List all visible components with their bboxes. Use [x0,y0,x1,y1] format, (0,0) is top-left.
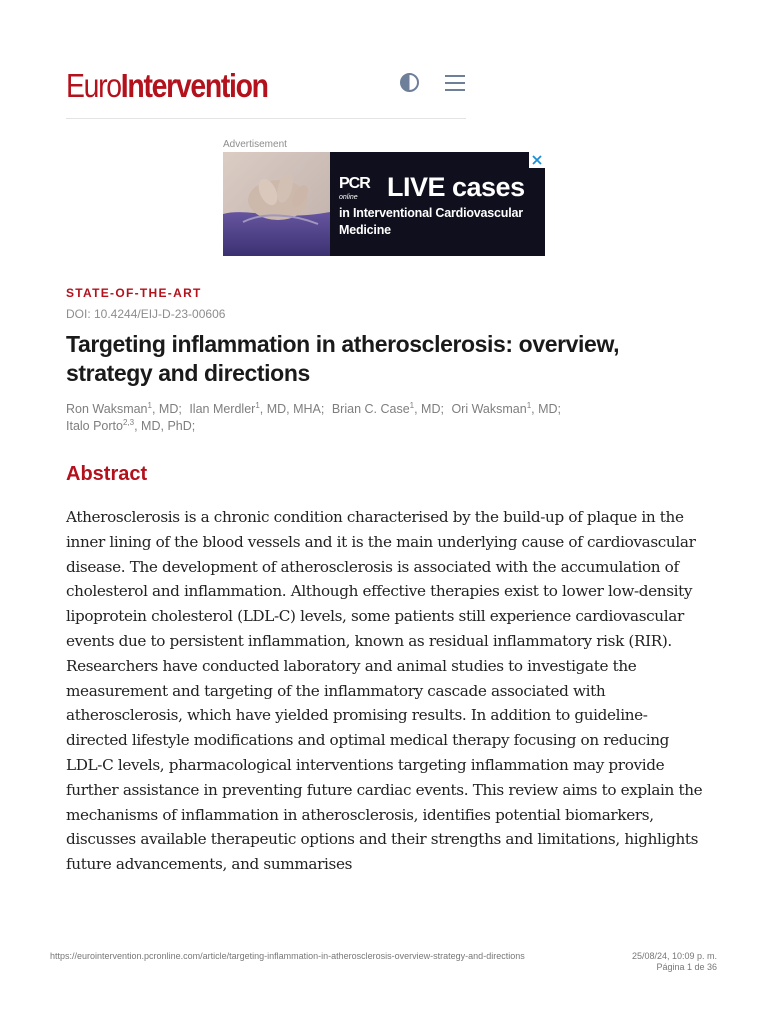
ad-brand-online: online [339,194,358,201]
author-name[interactable] [66,402,182,416]
author-affiliation-sup: 1 [147,400,152,410]
author-degrees: , MD; [531,402,562,416]
author-name-text: Italo Porto [66,419,123,433]
author-name-text: Ilan Merdler [189,402,256,416]
author-name-text: Brian C. Case [331,402,410,416]
author-affiliation-sup: 1 [526,400,532,410]
ad-brand-pcr: PCR [339,175,370,192]
article-doi: DOI: 10.4244/EIJ-D-23-00606 [66,307,226,321]
author-affiliation-sup: 1 [409,400,415,410]
header-icons [399,72,466,98]
author-affiliation-sup: 2,3 [122,417,135,427]
logo-part-euro: Euro [66,67,121,104]
logo-part-intervention: Intervention [120,67,268,104]
ad-photo-gloved-hands [223,152,330,256]
print-footer-page: Página 1 de 36 [656,962,717,972]
advertisement-label: Advertisement [223,139,287,150]
contrast-icon[interactable] [399,72,420,98]
advertisement-banner[interactable] [223,152,545,256]
close-icon[interactable] [529,152,545,168]
author-list [66,401,626,435]
author-degrees: , MD, MHA; [259,402,325,416]
article-title: Targeting inflammation in atherosclerosis: overview, strategy and directions [66,331,620,386]
hamburger-menu-icon[interactable] [444,73,466,98]
ad-subline: in Interventional Cardiovascular Medicine [339,206,523,237]
abstract-text: Atherosclerosis is a chronic condition characterised by the build-up of plaque in the inner lining of the blood vessels and it is the main underlying cause of cardiovascular disease. The development of atherosclerosis is associated with the accumulation of cholesterol and inflammation. Although effective therapies exist to lower low-density lipoprotein cholesterol (LDL-C) levels, some patients still experience cardiovascular events due to persistent inflammation, known as residual inflammatory risk (RIR). Researchers have conducted laboratory and animal studies to investigate the measurement and targeting of the inflammatory cascade associated with atherosclerosis, which have yielded promising results. In addition to guideline-directed lifestyle modifications and optimal medical therapy focusing on reducing LDL-C levels, pharmacological interventions targeting inflammation may provide further assistance in preventing future cardiac events. This review aims to explain the mechanisms of inflammation in atherosclerosis, identifies potential biomarkers, discusses available therapeutic options and their strengths and limitations, highlights future advancements, and summarises [66,508,703,874]
site-logo[interactable] [66,68,268,104]
abstract-heading: Abstract [66,463,148,485]
site-header [66,64,466,119]
author-degrees: , MD; [151,402,182,416]
author-affiliation-sup: 1 [255,400,260,410]
ad-headline: LIVE cases [387,172,525,202]
print-footer-url: https://eurointervention.pcronline.com/article/targeting-inflammation-in-atherosclerosis-overview-strategy-and-directions [50,951,525,961]
author-name[interactable] [189,402,324,416]
author-name[interactable] [332,402,444,416]
print-footer-meta [632,951,717,973]
author-degrees: , MD; [414,402,444,416]
author-name-text: Ori Waksman [451,402,527,416]
author-degrees: , MD, PhD; [134,419,196,433]
author-name[interactable] [66,419,195,433]
print-footer-datetime: 25/08/24, 10:09 p. m. [631,951,717,961]
author-name[interactable] [451,402,561,416]
article-category[interactable]: STATE-OF-THE-ART [66,286,202,300]
author-name-text: Ron Waksman [66,402,148,416]
